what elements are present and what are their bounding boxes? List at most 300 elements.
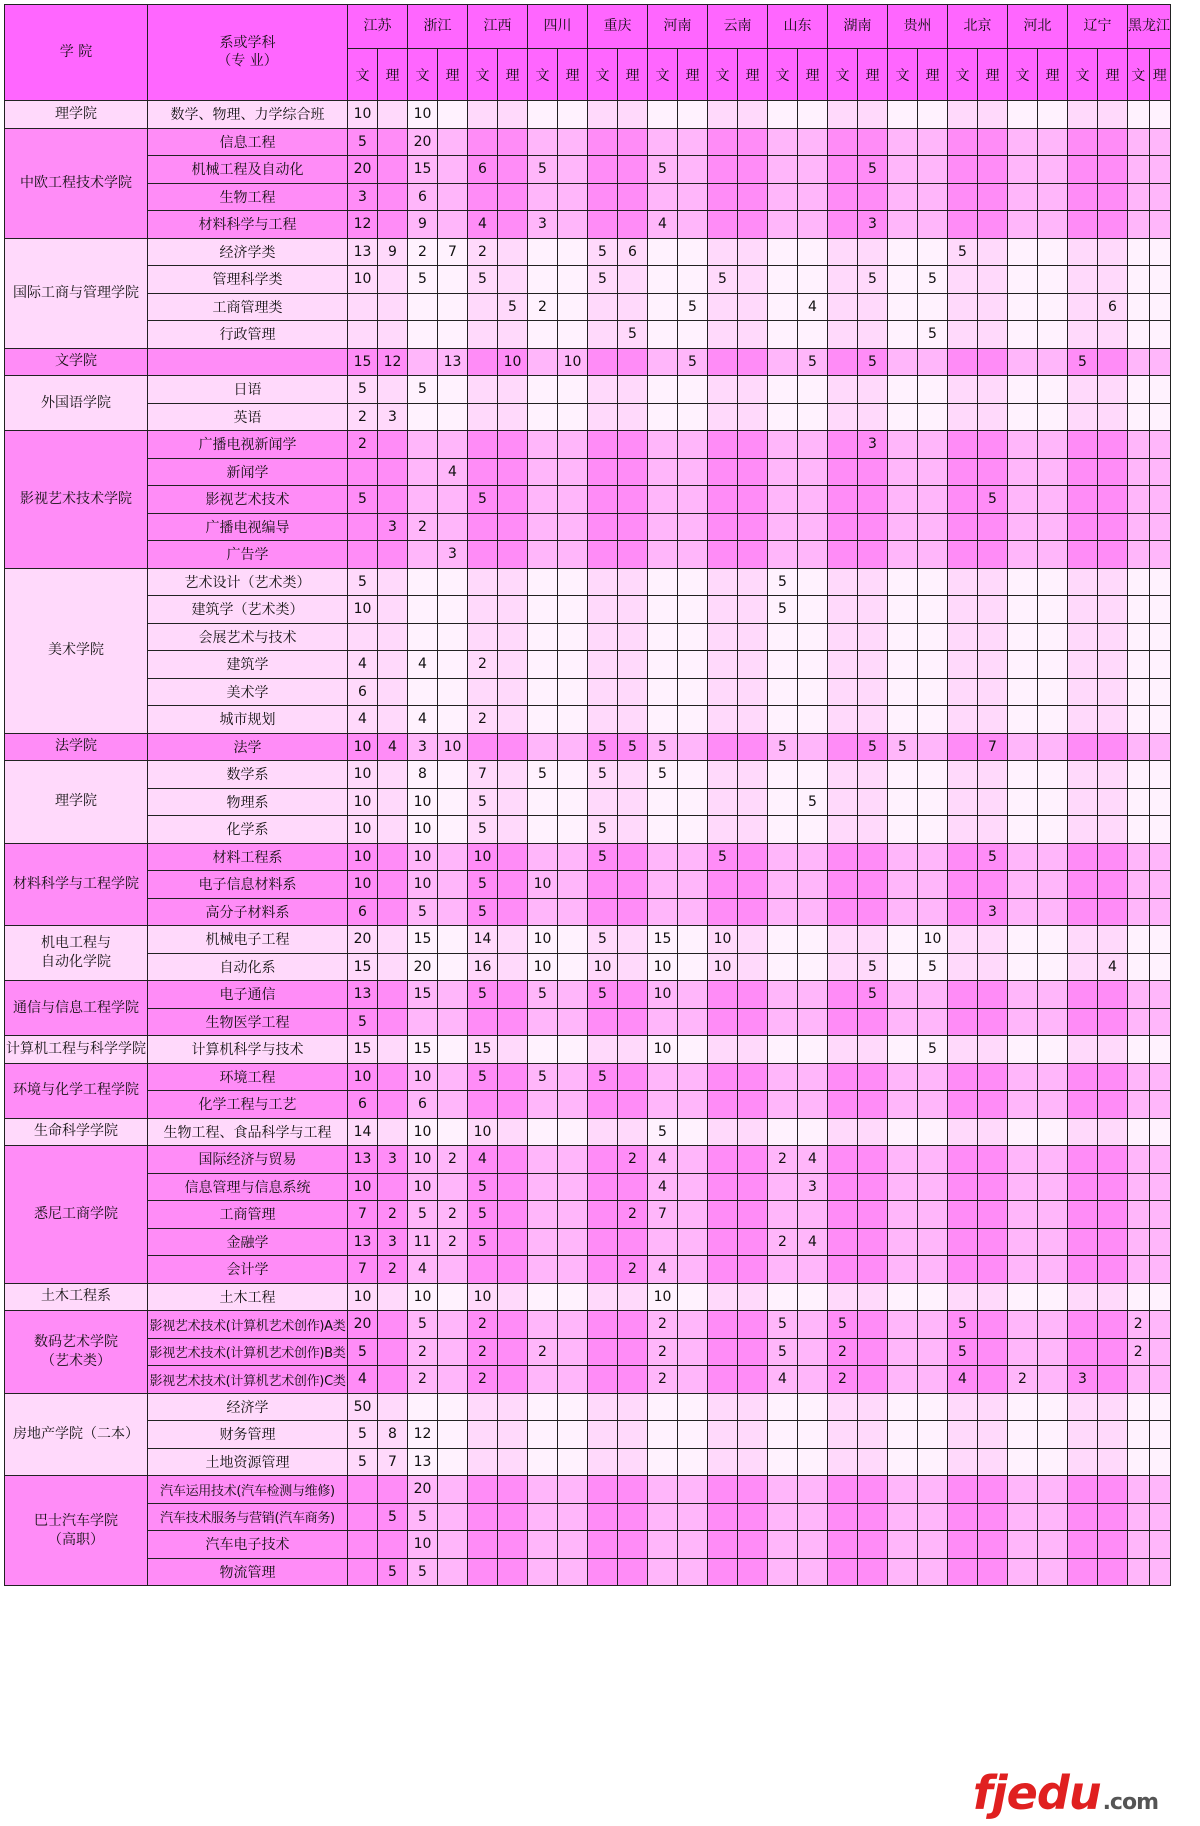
quota-cell-science <box>558 321 588 349</box>
quota-cell-science <box>918 1476 948 1504</box>
province-header: 河南 <box>648 5 708 49</box>
quota-cell-science <box>798 1283 828 1311</box>
quota-cell-arts: 10 <box>408 843 438 871</box>
quota-cell-science <box>438 1338 468 1366</box>
quota-cell-science <box>678 458 708 486</box>
quota-cell-science <box>498 403 528 431</box>
quota-cell-science <box>978 101 1008 129</box>
quota-cell-science <box>378 596 408 624</box>
quota-cell-arts: 2 <box>528 1338 558 1366</box>
quota-cell-arts: 10 <box>408 1118 438 1146</box>
quota-cell-science <box>378 1036 408 1064</box>
quota-cell-science <box>1149 348 1171 376</box>
quota-cell-arts <box>1008 1338 1038 1366</box>
quota-cell-science <box>918 183 948 211</box>
quota-cell-arts <box>588 1256 618 1284</box>
quota-cell-science <box>438 898 468 926</box>
quota-cell-science <box>618 843 648 871</box>
quota-cell-science <box>738 623 768 651</box>
quota-cell-arts <box>948 953 978 981</box>
quota-cell-arts: 2 <box>648 1311 678 1339</box>
quota-cell-science <box>1038 1558 1068 1586</box>
quota-cell-arts <box>1128 816 1150 844</box>
quota-cell-arts: 5 <box>348 568 378 596</box>
quota-cell-arts: 10 <box>468 1118 498 1146</box>
quota-cell-arts <box>708 376 738 404</box>
quota-cell-arts: 4 <box>768 1366 798 1394</box>
quota-cell-arts <box>768 431 798 459</box>
quota-cell-science <box>1149 1338 1171 1366</box>
quota-cell-science <box>1149 1393 1171 1421</box>
quota-cell-arts <box>768 156 798 184</box>
stream-arts-header: 文 <box>408 49 438 101</box>
quota-cell-arts <box>468 1091 498 1119</box>
quota-cell-arts: 12 <box>348 211 378 239</box>
quota-cell-arts: 4 <box>468 211 498 239</box>
quota-cell-arts <box>948 623 978 651</box>
province-header: 湖南 <box>828 5 888 49</box>
quota-cell-arts <box>948 458 978 486</box>
stream-arts-header: 文 <box>888 49 918 101</box>
quota-cell-arts <box>948 1421 978 1449</box>
quota-cell-arts: 5 <box>588 926 618 954</box>
quota-cell-science <box>858 1421 888 1449</box>
quota-cell-arts <box>588 898 618 926</box>
quota-cell-science <box>978 1146 1008 1174</box>
quota-cell-science <box>678 403 708 431</box>
quota-cell-science <box>738 238 768 266</box>
quota-cell-arts <box>468 733 498 761</box>
quota-cell-science <box>798 431 828 459</box>
quota-cell-arts <box>1068 816 1098 844</box>
quota-cell-arts <box>1128 1503 1150 1531</box>
major-cell: 经济学类 <box>148 238 348 266</box>
quota-cell-science <box>1098 761 1128 789</box>
quota-cell-arts <box>1008 458 1038 486</box>
quota-cell-arts <box>828 1448 858 1476</box>
quota-cell-science <box>678 486 708 514</box>
quota-cell-arts <box>888 816 918 844</box>
quota-cell-science <box>1038 293 1068 321</box>
quota-cell-science <box>1038 541 1068 569</box>
quota-cell-arts <box>1128 1228 1150 1256</box>
quota-cell-science <box>978 403 1008 431</box>
quota-cell-arts <box>768 953 798 981</box>
quota-cell-arts <box>648 486 678 514</box>
quota-cell-arts <box>948 183 978 211</box>
quota-cell-arts <box>768 1421 798 1449</box>
quota-cell-arts <box>1068 1448 1098 1476</box>
quota-cell-science <box>738 348 768 376</box>
quota-cell-science <box>378 321 408 349</box>
quota-cell-arts: 10 <box>348 266 378 294</box>
quota-cell-science <box>738 1531 768 1559</box>
quota-cell-arts <box>1008 953 1038 981</box>
quota-cell-arts <box>588 1228 618 1256</box>
quota-cell-arts: 10 <box>648 953 678 981</box>
quota-cell-arts <box>348 1531 378 1559</box>
quota-cell-science <box>1149 623 1171 651</box>
quota-cell-science <box>558 816 588 844</box>
quota-cell-science <box>558 1338 588 1366</box>
quota-cell-science <box>618 788 648 816</box>
quota-cell-science <box>558 156 588 184</box>
quota-cell-arts: 5 <box>588 843 618 871</box>
quota-cell-arts <box>948 128 978 156</box>
major-cell: 生物医学工程 <box>148 1008 348 1036</box>
quota-cell-arts: 5 <box>768 1338 798 1366</box>
quota-cell-science <box>918 1063 948 1091</box>
quota-cell-arts <box>468 623 498 651</box>
quota-cell-arts <box>948 1283 978 1311</box>
quota-cell-arts <box>588 788 618 816</box>
quota-cell-arts <box>708 1091 738 1119</box>
quota-cell-science <box>738 1228 768 1256</box>
quota-cell-arts <box>528 1531 558 1559</box>
quota-cell-science <box>978 156 1008 184</box>
quota-cell-arts <box>1128 1283 1150 1311</box>
quota-cell-arts <box>408 1008 438 1036</box>
quota-cell-arts <box>1008 128 1038 156</box>
quota-cell-science <box>438 1036 468 1064</box>
quota-cell-science <box>558 1393 588 1421</box>
quota-cell-science <box>738 678 768 706</box>
quota-cell-arts <box>588 1531 618 1559</box>
quota-cell-arts <box>1008 596 1038 624</box>
table-row <box>5 733 1171 761</box>
quota-cell-arts <box>348 458 378 486</box>
quota-cell-science <box>618 871 648 899</box>
quota-cell-science <box>798 266 828 294</box>
major-cell: 物流管理 <box>148 1558 348 1586</box>
quota-cell-arts: 14 <box>468 926 498 954</box>
college-cell: 机电工程与 自动化学院 <box>5 926 148 981</box>
quota-cell-arts <box>528 1283 558 1311</box>
quota-cell-science <box>378 678 408 706</box>
quota-cell-arts <box>948 376 978 404</box>
quota-cell-science <box>498 1228 528 1256</box>
quota-cell-science <box>498 678 528 706</box>
quota-cell-science <box>498 733 528 761</box>
quota-cell-science <box>1038 348 1068 376</box>
quota-cell-science <box>618 596 648 624</box>
quota-cell-arts <box>768 1063 798 1091</box>
quota-cell-arts <box>1128 1448 1150 1476</box>
table-row <box>5 1173 1171 1201</box>
quota-cell-arts <box>588 1448 618 1476</box>
major-cell: 建筑学（艺术类） <box>148 596 348 624</box>
stream-science-header: 理 <box>798 49 828 101</box>
quota-cell-arts <box>468 403 498 431</box>
quota-cell-science: 2 <box>618 1256 648 1284</box>
major-cell: 材料科学与工程 <box>148 211 348 239</box>
quota-cell-arts <box>1068 1503 1098 1531</box>
quota-cell-science <box>378 1338 408 1366</box>
quota-cell-science <box>978 1338 1008 1366</box>
quota-cell-science <box>798 156 828 184</box>
quota-cell-arts: 13 <box>348 981 378 1009</box>
quota-cell-arts <box>648 128 678 156</box>
quota-cell-science <box>1038 788 1068 816</box>
major-cell: 艺术设计（艺术类） <box>148 568 348 596</box>
quota-cell-arts <box>828 541 858 569</box>
quota-cell-science: 13 <box>438 348 468 376</box>
quota-cell-arts <box>1128 348 1150 376</box>
major-cell: 数学系 <box>148 761 348 789</box>
quota-cell-science <box>918 733 948 761</box>
quota-cell-science <box>378 211 408 239</box>
quota-cell-science <box>558 1146 588 1174</box>
quota-cell-arts <box>828 238 858 266</box>
quota-cell-science <box>678 1201 708 1229</box>
quota-cell-science <box>1038 1201 1068 1229</box>
quota-cell-arts <box>888 1503 918 1531</box>
quota-cell-science: 5 <box>858 156 888 184</box>
quota-cell-science <box>438 761 468 789</box>
quota-cell-arts <box>1128 486 1150 514</box>
quota-cell-arts <box>1008 733 1038 761</box>
quota-cell-science <box>798 843 828 871</box>
quota-cell-arts: 50 <box>348 1393 378 1421</box>
quota-cell-science <box>858 238 888 266</box>
quota-cell-science <box>918 1558 948 1586</box>
quota-cell-science <box>438 568 468 596</box>
quota-cell-science <box>798 1036 828 1064</box>
quota-cell-arts <box>1128 678 1150 706</box>
quota-cell-arts <box>648 623 678 651</box>
quota-cell-science: 2 <box>618 1146 648 1174</box>
quota-cell-arts <box>528 1558 558 1586</box>
quota-cell-science <box>858 293 888 321</box>
quota-cell-arts <box>588 1146 618 1174</box>
quota-cell-arts <box>828 568 858 596</box>
quota-cell-science <box>858 1366 888 1394</box>
quota-cell-arts <box>348 293 378 321</box>
college-cell: 材料科学与工程学院 <box>5 843 148 926</box>
quota-cell-science <box>618 623 648 651</box>
quota-cell-science <box>858 926 888 954</box>
stream-science-header: 理 <box>1149 49 1171 101</box>
quota-cell-arts: 10 <box>408 1063 438 1091</box>
quota-cell-arts: 5 <box>408 376 438 404</box>
quota-cell-science <box>1098 1366 1128 1394</box>
college-cell: 环境与化学工程学院 <box>5 1063 148 1118</box>
quota-cell-arts: 3 <box>528 211 558 239</box>
quota-cell-science <box>918 1531 948 1559</box>
quota-cell-arts: 2 <box>1128 1311 1150 1339</box>
quota-cell-science <box>1038 568 1068 596</box>
quota-cell-science <box>978 761 1008 789</box>
quota-cell-arts <box>1068 1421 1098 1449</box>
quota-cell-arts <box>1068 1063 1098 1091</box>
quota-cell-arts <box>1128 1146 1150 1174</box>
quota-cell-science <box>1149 788 1171 816</box>
quota-cell-arts: 5 <box>468 788 498 816</box>
table-row <box>5 1338 1171 1366</box>
quota-cell-science <box>858 1146 888 1174</box>
quota-cell-arts <box>708 1503 738 1531</box>
quota-cell-arts <box>588 513 618 541</box>
quota-cell-science <box>1149 1476 1171 1504</box>
quota-cell-arts <box>408 596 438 624</box>
quota-cell-science <box>678 1393 708 1421</box>
quota-cell-arts <box>828 761 858 789</box>
major-cell: 金融学 <box>148 1228 348 1256</box>
quota-cell-science <box>738 596 768 624</box>
quota-cell-arts <box>348 1476 378 1504</box>
quota-cell-science <box>918 1283 948 1311</box>
table-row <box>5 211 1171 239</box>
quota-cell-arts: 5 <box>648 761 678 789</box>
quota-cell-science <box>918 403 948 431</box>
major-cell: 化学工程与工艺 <box>148 1091 348 1119</box>
quota-cell-arts <box>828 431 858 459</box>
quota-cell-arts <box>408 293 438 321</box>
quota-cell-science: 3 <box>378 1228 408 1256</box>
college-cell: 计算机工程与科学学院 <box>5 1036 148 1064</box>
quota-cell-arts <box>1128 1393 1150 1421</box>
quota-cell-science <box>678 1366 708 1394</box>
quota-cell-science <box>378 651 408 679</box>
quota-cell-arts <box>888 651 918 679</box>
quota-cell-science <box>798 651 828 679</box>
quota-cell-science <box>1038 211 1068 239</box>
quota-cell-arts <box>1128 266 1150 294</box>
quota-cell-arts <box>588 541 618 569</box>
stream-arts-header: 文 <box>1128 49 1150 101</box>
quota-cell-science <box>978 596 1008 624</box>
quota-cell-science <box>378 486 408 514</box>
quota-cell-science <box>558 898 588 926</box>
quota-cell-arts <box>1068 156 1098 184</box>
quota-cell-science <box>558 128 588 156</box>
quota-cell-science <box>438 981 468 1009</box>
quota-cell-science <box>738 183 768 211</box>
quota-cell-science <box>978 926 1008 954</box>
quota-cell-science <box>918 211 948 239</box>
table-row <box>5 788 1171 816</box>
quota-cell-arts <box>1008 788 1038 816</box>
quota-cell-science <box>558 678 588 706</box>
quota-cell-arts <box>348 623 378 651</box>
table-row <box>5 1558 1171 1586</box>
quota-cell-arts <box>708 706 738 734</box>
quota-cell-arts <box>1068 596 1098 624</box>
quota-cell-arts <box>1008 1036 1038 1064</box>
quota-cell-arts: 5 <box>588 733 618 761</box>
quota-cell-science <box>498 183 528 211</box>
quota-cell-arts <box>1128 1421 1150 1449</box>
quota-cell-science: 5 <box>858 733 888 761</box>
quota-cell-arts <box>828 1558 858 1586</box>
quota-cell-arts <box>888 1008 918 1036</box>
stream-science-header: 理 <box>858 49 888 101</box>
quota-cell-science <box>798 1421 828 1449</box>
quota-cell-science <box>378 1476 408 1504</box>
quota-cell-science <box>1038 1476 1068 1504</box>
quota-cell-science <box>1098 486 1128 514</box>
quota-cell-arts: 5 <box>468 871 498 899</box>
quota-cell-science <box>978 816 1008 844</box>
quota-cell-arts <box>588 101 618 129</box>
quota-cell-science <box>978 458 1008 486</box>
quota-cell-arts <box>1008 678 1038 706</box>
quota-cell-science <box>678 541 708 569</box>
quota-cell-science <box>558 568 588 596</box>
quota-cell-science <box>558 1531 588 1559</box>
quota-cell-science <box>738 1063 768 1091</box>
quota-cell-science <box>618 1118 648 1146</box>
quota-cell-arts <box>948 568 978 596</box>
table-row <box>5 1283 1171 1311</box>
quota-cell-science <box>678 1091 708 1119</box>
quota-cell-arts <box>468 1448 498 1476</box>
quota-cell-arts <box>1068 981 1098 1009</box>
quota-cell-science <box>1038 898 1068 926</box>
quota-cell-arts <box>948 266 978 294</box>
quota-cell-arts <box>708 183 738 211</box>
quota-cell-science <box>1038 403 1068 431</box>
quota-cell-science <box>858 321 888 349</box>
quota-cell-arts <box>648 431 678 459</box>
quota-cell-science <box>1098 1338 1128 1366</box>
quota-cell-science <box>918 1421 948 1449</box>
quota-cell-arts <box>528 1256 558 1284</box>
quota-cell-arts <box>708 486 738 514</box>
header-major <box>148 5 348 101</box>
quota-cell-science <box>438 1448 468 1476</box>
quota-cell-arts: 20 <box>348 156 378 184</box>
major-cell: 日语 <box>148 376 348 404</box>
table-row <box>5 981 1171 1009</box>
major-cell: 城市规划 <box>148 706 348 734</box>
college-cell: 通信与信息工程学院 <box>5 981 148 1036</box>
quota-cell-arts <box>888 156 918 184</box>
quota-cell-science <box>558 1503 588 1531</box>
quota-cell-arts <box>1068 1531 1098 1559</box>
quota-cell-science <box>918 788 948 816</box>
quota-cell-science: 5 <box>798 348 828 376</box>
quota-cell-arts <box>1068 1201 1098 1229</box>
quota-cell-arts: 15 <box>348 953 378 981</box>
quota-cell-science <box>738 376 768 404</box>
quota-cell-science: 5 <box>678 348 708 376</box>
quota-cell-arts <box>888 623 918 651</box>
quota-cell-science: 5 <box>378 1558 408 1586</box>
quota-cell-arts <box>708 1283 738 1311</box>
quota-cell-science <box>738 403 768 431</box>
quota-cell-science <box>918 348 948 376</box>
quota-cell-arts: 10 <box>348 101 378 129</box>
quota-cell-science <box>378 1063 408 1091</box>
quota-cell-arts <box>708 678 738 706</box>
quota-cell-arts <box>888 238 918 266</box>
quota-cell-arts <box>948 403 978 431</box>
college-cell: 影视艺术技术学院 <box>5 431 148 569</box>
quota-cell-arts <box>948 1173 978 1201</box>
stream-science-header: 理 <box>918 49 948 101</box>
quota-cell-science <box>1149 513 1171 541</box>
quota-cell-arts: 20 <box>348 1311 378 1339</box>
quota-cell-arts: 2 <box>468 651 498 679</box>
quota-cell-arts <box>1128 981 1150 1009</box>
quota-cell-arts <box>468 1503 498 1531</box>
quota-cell-science <box>558 926 588 954</box>
quota-cell-arts <box>948 321 978 349</box>
quota-cell-arts <box>1068 1146 1098 1174</box>
stream-science-header: 理 <box>618 49 648 101</box>
quota-cell-science <box>738 431 768 459</box>
